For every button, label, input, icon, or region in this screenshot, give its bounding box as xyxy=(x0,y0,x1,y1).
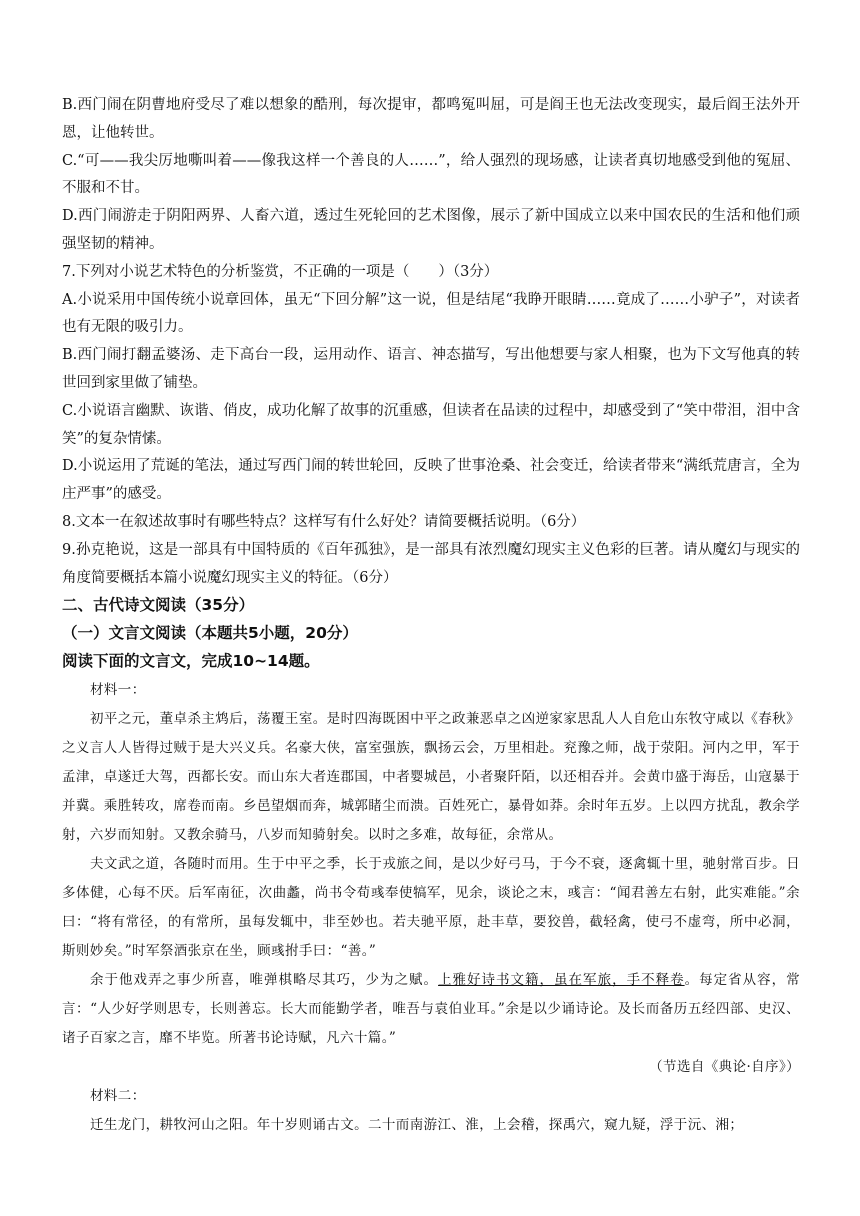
question-6-option-b: B.西门闹在阴曹地府受尽了难以想象的酷刑，每次提审，都鸣冤叫屈，可是阎王也无法改变现实，最后阎王法外开恩，让他转世。 xyxy=(62,97,800,141)
material-1-p3-text: 。每定省从容，常言：“人少好学则思专，长则善忘。长大而能勤学者，唯吾与袁伯业耳。”余是以少诵诗论。及长而备历五经四部、史汉、诸子百家之言，靡不毕览。所著书论诗赋，凡六十篇。” xyxy=(62,971,800,1046)
subsection-heading: （一）文言文阅读（本题共5小题，20分） xyxy=(62,624,358,643)
question-6-option-d: D.西门闹游走于阴阳两界、人畜六道，透过生死轮回的艺术图像，展示了新中国成立以来中国农民的生活和他们顽强坚韧的精神。 xyxy=(62,208,800,252)
material-1-paragraph: 初平之元，董卓杀主鸩后，荡覆王室。是时四海既困中平之政兼恶卓之凶逆家家思乱人人自危山东牧守咸以《春秋》之义言人人皆得过贼于是大兴义兵。名豪大侠，富室强族，飘扬云会，万里相赴。兖豫之师，战于荥阳。河内之甲，军于孟津，卓遂迁大驾，西都长安。而山东大者连郡国，中者婴城邑，小者聚阡陌，以还相吞并。会黄巾盛于海岳，山寇暴于并冀。乘胜转攻，席卷而南。乡邑望烟而奔，城郭睹尘而溃。百姓死亡，暴骨如莽。余时年五岁。上以四方扰乱，教余学射，六岁而知射。又教余骑马，八岁而知骑射矣。以时之多难，故每征，余常从。 xyxy=(62,710,800,843)
question-6-option-c: C.“可——我尖厉地嘶叫着——像我这样一个善良的人……”，给人强烈的现场感，让读者真切地感受到他的冤屈、不服和不甘。 xyxy=(62,152,800,197)
underlined-sentence: 上雅好诗书文籍，虽在军旅，手不释卷 xyxy=(438,971,685,988)
exam-page xyxy=(62,92,800,1140)
section-heading: 二、古代诗文阅读（35分） xyxy=(62,596,255,615)
question-7-option-b: B.西门闹打翻孟婆汤、走下高台一段，运用动作、语言、神态描写，写出他想要与家人相聚，也为下文写他真的转世回到家里做了铺垫。 xyxy=(62,347,800,391)
material-2-paragraph: 迁生龙门，耕牧河山之阳。年十岁则诵古文。二十而南游江、淮，上会稽，探禹穴，窥九疑，浮于沅、湘； xyxy=(90,1116,744,1133)
material-1-paragraph: 夫文武之道，各随时而用。生于中平之季，长于戎旅之间，是以少好弓马，于今不衰，逐禽辄十里，驰射常百步。日多体健，心每不厌。后军南征，次曲蠡，尚书令荀彧奉使犒军，见余，谈论之末，彧言：“闻君善左右射，此实难能。”余曰：“将有常径，的有常所，虽每发辄中，非至妙也。若夫驰平原，赴丰草，要狡兽，截轻禽，使弓不虚弯，所中必洞，斯则妙矣。”时军祭酒张京在坐，顾彧拊手曰：“善。” xyxy=(62,855,800,959)
material-1-p3-text: 余于他戏弄之事少所喜，唯弹棋略尽其巧，少为之赋。 xyxy=(90,971,439,988)
reading-instruction: 阅读下面的文言文，完成10~14题。 xyxy=(62,651,320,670)
material-1-label: 材料一： xyxy=(90,681,146,698)
question-6-options xyxy=(62,92,800,259)
question-9: 9.孙克艳说，这是一部具有中国特质的《百年孤独》，是一部具有浓烈魔幻现实主义色彩的巨著。请从魔幻与现实的角度简要概括本篇小说魔幻现实主义的特征。（6分） xyxy=(62,541,800,586)
question-7-option-a: A.小说采用中国传统小说章回体，虽无“下回分解”这一说，但是结尾“我睁开眼睛……竟成了……小驴子”，对读者也有无限的吸引力。 xyxy=(62,291,800,336)
material-1-paragraph xyxy=(62,966,800,1053)
material-1-source: （节选自《典论·自序》） xyxy=(649,1058,800,1075)
question-8: 8.文本一在叙述故事时有哪些特点？这样写有什么好处？请简要概括说明。（6分） xyxy=(62,513,586,530)
question-7 xyxy=(62,259,800,509)
material-2-label: 材料二： xyxy=(90,1087,146,1104)
question-7-option-c: C.小说语言幽默、诙谐、俏皮，成功化解了故事的沉重感，但读者在品读的过程中，却感受到了“笑中带泪，泪中含笑”的复杂情愫。 xyxy=(62,402,800,447)
question-7-stem: 7.下列对小说艺术特色的分析鉴赏，不正确的一项是（ ）（3分） xyxy=(62,263,499,280)
question-7-option-d: D.小说运用了荒诞的笔法，通过写西门闹的转世轮回，反映了世事沧桑、社会变迁，给读者带来“满纸荒唐言，全为庄严事”的感受。 xyxy=(62,458,800,503)
